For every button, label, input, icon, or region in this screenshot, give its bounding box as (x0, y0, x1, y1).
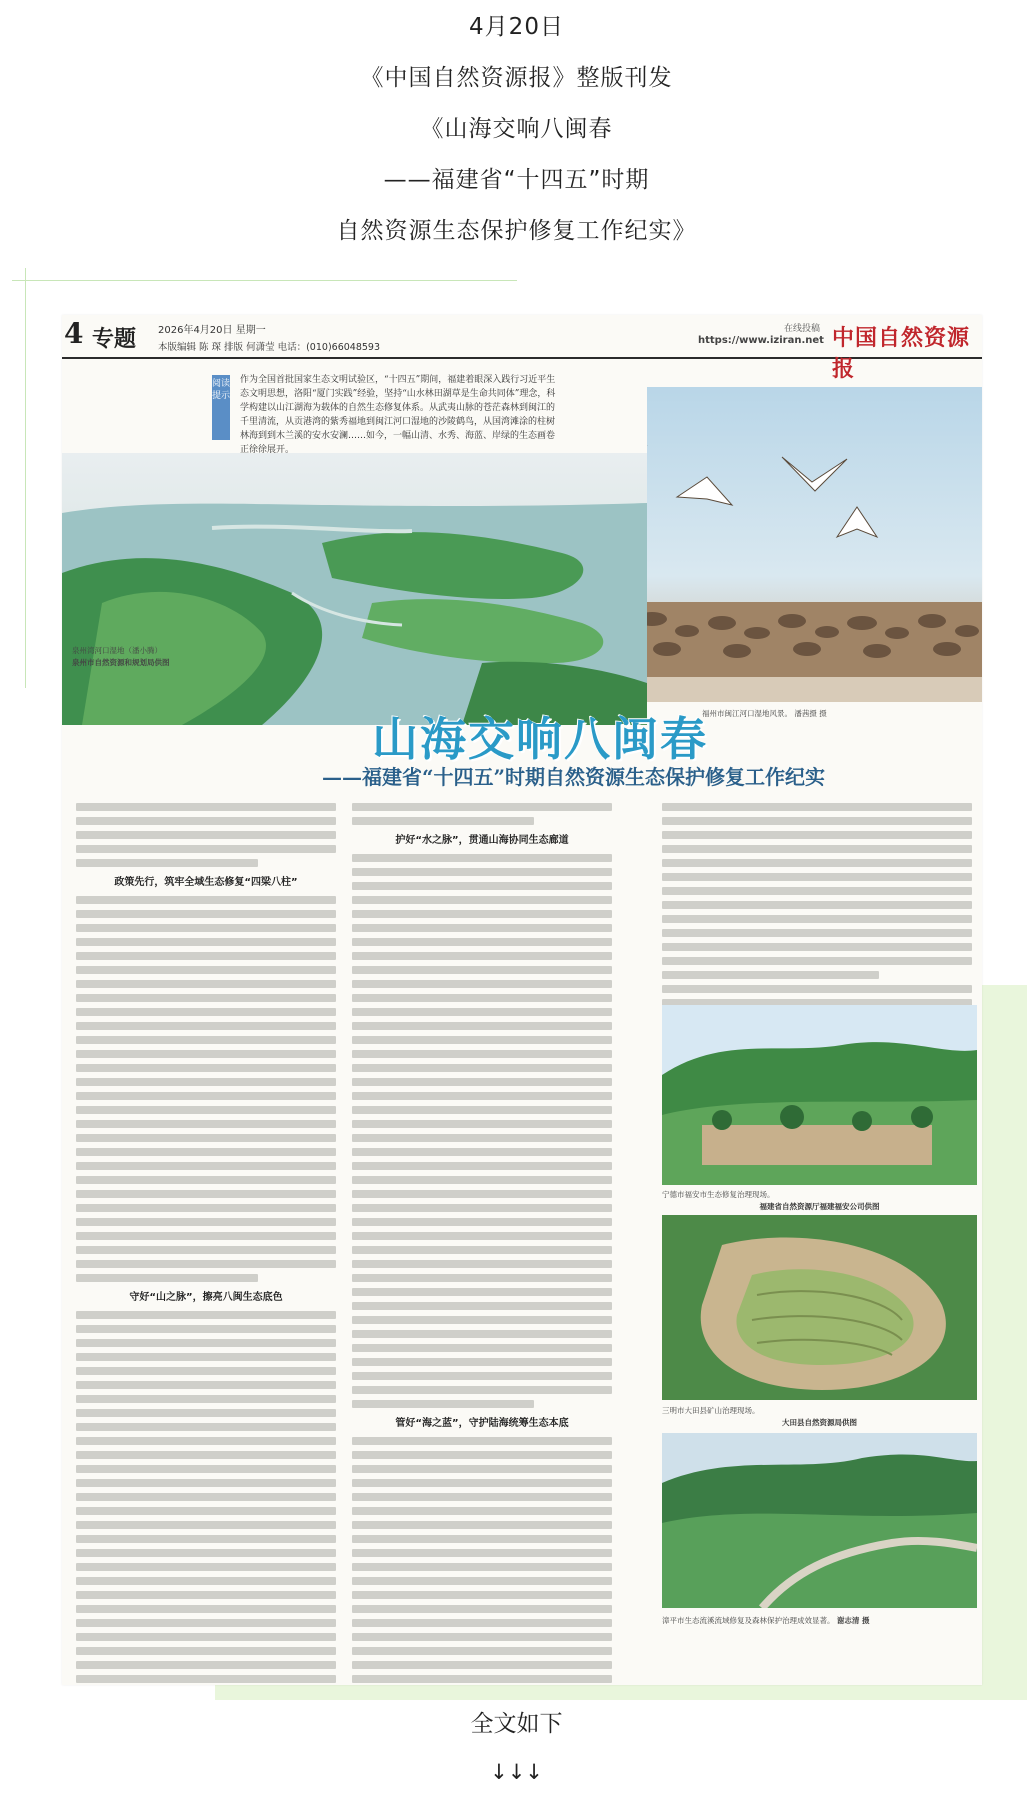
page-number: 4 (64, 317, 84, 350)
newspaper-page[interactable] (62, 315, 982, 1685)
side-photo-forest-park (662, 1005, 977, 1185)
reading-tip-tag: 阅读提示 (212, 375, 230, 440)
article-column-1 (76, 803, 336, 1685)
newspaper-url: https://www.iziran.net (698, 335, 824, 346)
newspaper-logo: 中国自然资源报 (832, 325, 971, 382)
intro-block (0, 0, 1033, 257)
side-caption-2a: 三明市大田县矿山治理现场。 (662, 1406, 760, 1415)
article-column-2 (352, 803, 612, 1685)
side-caption-2b: 大田县自然资源局供图 (782, 1418, 857, 1427)
side-photo-credit: 谢志清 摄 (836, 1616, 870, 1625)
side-caption-1b: 福建省自然资源厅福建福安公司供图 (759, 1202, 880, 1211)
editors-line: 本版编辑 陈 琛 排版 何潇莹 电话：(010)66048593 (158, 342, 380, 353)
section-heading-3: 护好“水之脉”，贯通山海协同生态廊道 (395, 835, 569, 846)
intro-publication: 《中国自然资源报》整版刊发 (360, 65, 673, 91)
down-arrows: ↓↓↓ (490, 1760, 543, 1784)
headline: 山海交响八闽春 (372, 712, 708, 766)
intro-article-subtitle: ——福建省“十四五”时期 (383, 167, 650, 193)
newspaper-masthead (62, 315, 982, 382)
section-name: 专题 (92, 327, 137, 352)
photo-caption-left-2: 泉州市自然资源和规划局供图 (72, 658, 170, 667)
side-photo-mine-restoration (662, 1215, 977, 1400)
photo-caption-right: 福州市闽江河口湿地风景。 潘茜摄 摄 (702, 709, 827, 718)
full-text-label: 全文如下 (470, 1711, 563, 1737)
side-caption-1a: 宁德市福安市生态修复治理现场。 (662, 1190, 775, 1199)
lead-paragraph: 作为全国首批国家生态文明试验区，“十四五”期间，福建着眼深入践行习近平生态文明思想，洛阳“厦门实践”经验，坚持“山水林田湖草是生命共同体”理念，科学构建以山江湖海为载体的自然生态修复体系。从武夷山脉的苍茫森林到闽江的千里清流，从贡港湾的紫秀福地到闽江河口湿地的沙陵鹤鸟，从国湾滩涂的柱树林海到到木兰溪的安水安澜……如今，一幅山清、水秀、海蓝、岸绿的生态画卷正徐徐展开。 (240, 375, 556, 455)
decorative-line (12, 280, 517, 281)
section-heading-2: 守好“山之脉”，擦亮八闽生态底色 (129, 1292, 283, 1303)
web-label: 在线投稿 (783, 324, 820, 334)
intro-article-subtitle-2: 自然资源生态保护修复工作纪实》 (336, 218, 697, 244)
sub-headline: ——福建省“十四五”时期自然资源生态保护修复工作纪实 (322, 765, 826, 789)
side-photo-river-valley (662, 1433, 977, 1608)
issue-date: 2026年4月20日 星期一 (158, 325, 266, 336)
side-caption-3: 漳平市生态流溪流域修复及森林保护治理成效显著。 谢志清 摄 (662, 1616, 870, 1625)
decorative-line-vertical (25, 268, 26, 688)
photo-caption-left-1: 泉州湾河口湿地（潘小腾） (72, 646, 162, 655)
section-heading-4: 管好“海之蓝”，守护陆海统筹生态本底 (395, 1418, 569, 1429)
section-heading-1: 政策先行，筑牢全域生态修复“四梁八柱” (114, 877, 298, 888)
intro-date: 4月20日 (469, 14, 564, 40)
intro-article-title: 《山海交响八闽春 (420, 116, 613, 142)
